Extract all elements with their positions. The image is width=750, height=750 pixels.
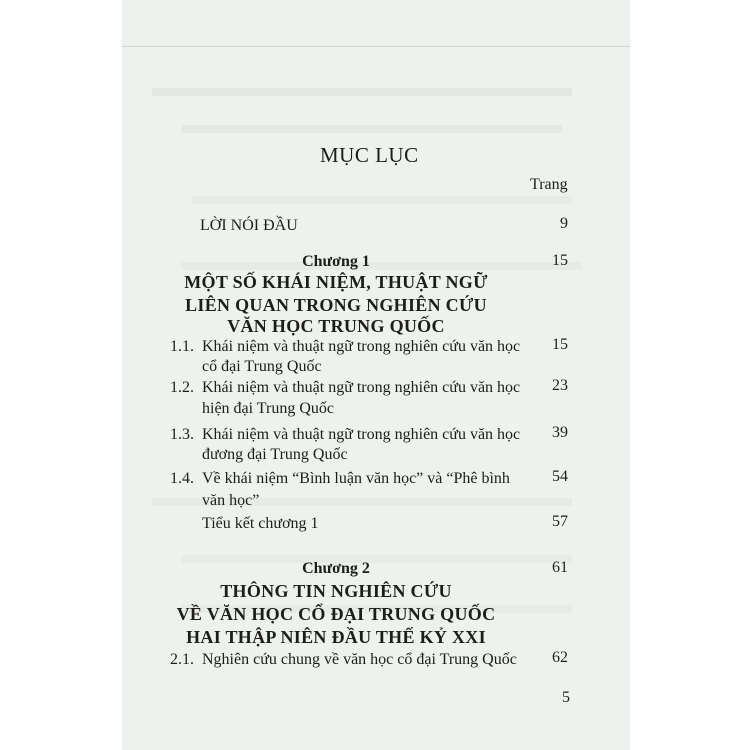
section-page: 39 [552, 424, 568, 441]
section-number: 1.1. [170, 338, 194, 355]
section-title-line: đương đại Trung Quốc [202, 446, 348, 463]
chapter1-heading: Chương 1 [302, 253, 370, 270]
chapter1-title-line-3: VĂN HỌC TRUNG QUỐC [227, 316, 445, 336]
section-number: 1.4. [170, 470, 194, 487]
chapter1-summary: Tiểu kết chương 1 [202, 515, 319, 532]
section-title-line: hiện đại Trung Quốc [202, 400, 334, 417]
page-column-label: Trang [530, 176, 568, 193]
section-title-line: văn học” [202, 492, 260, 509]
section-number: 1.3. [170, 426, 194, 443]
chapter2-title-line-3: HAI THẬP NIÊN ĐẦU THẾ KỶ XXI [186, 627, 486, 647]
section-number: 2.1. [170, 651, 194, 668]
chapter1-title-line-1: MỘT SỐ KHÁI NIỆM, THUẬT NGỮ [184, 272, 488, 292]
chapter2-heading: Chương 2 [302, 560, 370, 577]
chapter1-page: 15 [552, 252, 568, 269]
chapter2-title-line-2: VỀ VĂN HỌC CỔ ĐẠI TRUNG QUỐC [176, 604, 496, 624]
chapter1-title-line-2: LIÊN QUAN TRONG NGHIÊN CỨU [185, 295, 487, 315]
section-title-line: Nghiên cứu chung về văn học cổ đại Trung Quốc [202, 651, 517, 668]
chapter2-page: 61 [552, 559, 568, 576]
page-number: 5 [562, 689, 570, 706]
section-page: 62 [552, 649, 568, 666]
chapter1-summary-page: 57 [552, 513, 568, 530]
preface-entry: LỜI NÓI ĐẦU [200, 217, 298, 234]
book-page [122, 0, 630, 750]
section-page: 15 [552, 336, 568, 353]
section-page: 54 [552, 468, 568, 485]
section-title-line: cổ đại Trung Quốc [202, 358, 322, 375]
section-title-line: Khái niệm và thuật ngữ trong nghiên cứu văn học [202, 379, 521, 396]
toc-title: MỤC LỤC [320, 143, 419, 167]
section-page: 23 [552, 377, 568, 394]
section-number: 1.2. [170, 379, 194, 396]
chapter2-title-line-1: THÔNG TIN NGHIÊN CỨU [220, 581, 452, 601]
preface-page: 9 [560, 215, 568, 232]
section-title-line: Khái niệm và thuật ngữ trong nghiên cứu văn học [202, 338, 521, 355]
section-title-line: Khái niệm và thuật ngữ trong nghiên cứu văn học [202, 426, 521, 443]
section-title-line: Về khái niệm “Bình luận văn học” và “Phê bình [202, 470, 510, 487]
